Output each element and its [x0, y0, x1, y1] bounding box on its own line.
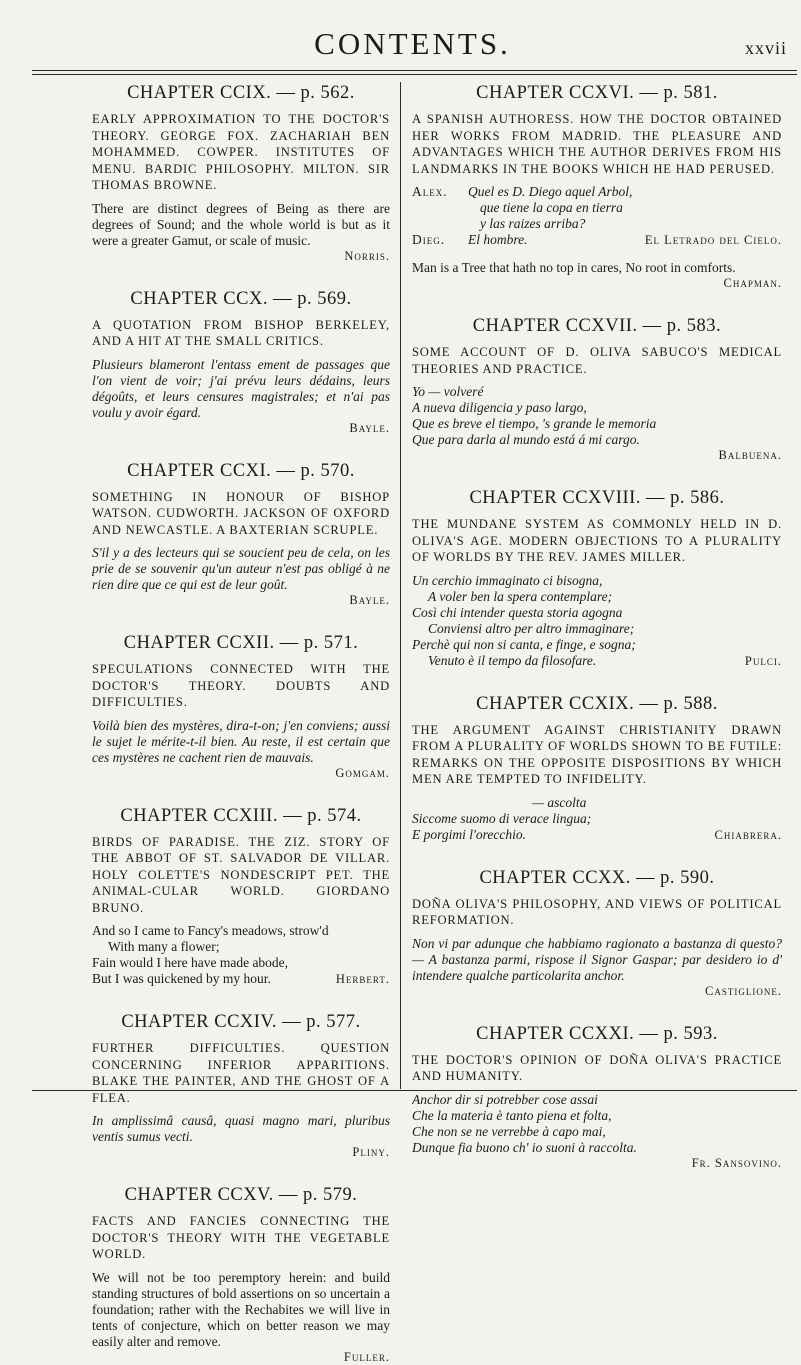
- chapter-epigraph: Non vi par adunque che habbiamo ragionato a bastanza di questo? — A bastanza parmi, rispose il Signor Gaspar; par desidero io d' intendere qualche particolarita anchor.: [412, 935, 782, 983]
- verse-line: Dunque fia buono ch' io suoni à raccolta.: [412, 1139, 637, 1155]
- epigraph-attribution: Pliny.: [352, 1145, 390, 1159]
- verse-line: But I was quickened by my hour.: [92, 971, 271, 986]
- chapter-summary: THE ARGUMENT AGAINST CHRISTIANITY DRAWN FROM A PLURALITY OF WORLDS SHOWN TO BE FUTILE: REMARKS ON THE OPPOSITE DISPOSITIONS BY WHICH MEN ARE TEMPTED TO INFIDELITY.: [412, 722, 782, 786]
- verse-line: A nueva diligencia y paso largo,: [412, 400, 587, 415]
- verse-line: A voler ben la spera contemplare;: [428, 588, 613, 604]
- chapter-heading: CHAPTER CCXI. — p. 570.: [127, 460, 355, 481]
- chapter-summary: THE MUNDANE SYSTEM AS COMMONLY HELD IN D. OLIVA'S AGE. MODERN OBJECTIONS TO A PLURALITY OF WORLDS BY THE REV. JAMES MILLER.: [412, 517, 782, 564]
- verse-line: Conviensi altro per altro immaginare;: [428, 620, 635, 636]
- verse-line: Perchè qui non si canta, e finge, e sogna;: [412, 636, 636, 652]
- epigraph-attribution: Fr. Sansovino.: [691, 1155, 782, 1170]
- chapter-heading: CHAPTER CCXIII. — p. 574.: [120, 805, 362, 826]
- chapter-epigraph: There are distinct degrees of Being as there are degrees of Sound; and the whole world is but as it were a greater Gamut, or scale of music.: [92, 200, 390, 248]
- epigraph-attribution: Chiabrera.: [714, 827, 782, 842]
- verse-line: Così chi intender questa storia agogna: [412, 604, 623, 620]
- chapter-ccxix: [412, 693, 782, 843]
- chapter-heading: CHAPTER CCXXI. — p. 593.: [476, 1023, 718, 1044]
- verse-line: Que para darla al mundo está á mi cargo.: [412, 432, 640, 447]
- verse-line: Fain would I here have made abode,: [92, 955, 289, 970]
- chapter-heading: CHAPTER CCXVII. — p. 583.: [472, 316, 722, 336]
- footer-rule: [32, 1090, 797, 1091]
- chapter-summary: A SPANISH AUTHORESS. HOW THE DOCTOR OBTAINED HER WORKS FROM MADRID. THE PLEASURE AND ADVANTAGES WHICH THE AUTHOR DERIVES FROM HIS LANDMARKS IN THE BOOKS WHICH HE HAD PERUSED.: [412, 112, 782, 176]
- right-column: [412, 82, 782, 1171]
- verse-line: Yo — volveré: [412, 384, 484, 399]
- verse-line: With many a flower;: [108, 939, 220, 954]
- chapter-ccxii: [92, 632, 390, 781]
- epigraph-attribution: Pulci.: [744, 653, 782, 668]
- verse-line: Que es breve el tiempo, 's grande le memoria: [412, 416, 657, 431]
- chapter-summary: THE DOCTOR'S OPINION OF DOÑA OLIVA'S PRACTICE AND HUMANITY.: [412, 1052, 782, 1083]
- epigraph-attribution: Chapman.: [723, 276, 782, 290]
- verse-line: And so I came to Fancy's meadows, strow'd: [92, 923, 329, 938]
- speaker-name: Dieg.: [412, 232, 446, 247]
- chapter-heading: CHAPTER CCXVIII. — p. 586.: [469, 488, 725, 508]
- chapter-summary: FACTS AND FANCIES CONNECTING THE DOCTOR'S THEORY WITH THE VEGETABLE WORLD.: [92, 1214, 390, 1261]
- left-column: [92, 82, 390, 1365]
- chapter-summary: FURTHER DIFFICULTIES. QUESTION CONCERNING INFERIOR APPARITIONS. BLAKE THE PAINTER, AND THE GHOST OF A FLEA.: [92, 1041, 390, 1105]
- speaker-name: Alex.: [412, 184, 448, 199]
- header-rule-inner: [32, 74, 797, 75]
- dialogue-line: Quel es D. Diego aquel Arbol,: [468, 184, 633, 199]
- chapter-heading: CHAPTER CCXVI. — p. 581.: [476, 83, 718, 103]
- verse-line: Venuto è il tempo da filosofare.: [428, 652, 597, 668]
- dialogue-line: El hombre.: [468, 232, 528, 247]
- chapter-summary: BIRDS OF PARADISE. THE ZIZ. STORY OF THE ABBOT OF ST. SALVADOR DE VILLAR. HOLY COLETTE'S NONDESCRIPT PET. THE ANIMAL-CULAR WORLD. GIORDANO BRUNO.: [92, 834, 390, 915]
- verse-line: Anchor dir si potrebber cose assai: [412, 1091, 598, 1107]
- chapter-ccix: [92, 82, 390, 264]
- column-divider: [400, 82, 401, 1089]
- header-rule: [32, 70, 797, 71]
- chapter-epigraph: We will not be too peremptory herein: and build standing structures of bold assertions on so uncertain a foundation; rather with the Rechabites we will live in tents of conjecture, which on better reason we may easily alter and remove.: [92, 1269, 390, 1349]
- chapter-ccxiv: [92, 1011, 390, 1160]
- chapter-heading: CHAPTER CCXIV. — p. 577.: [121, 1012, 361, 1032]
- epigraph-attribution: Gomgam.: [335, 765, 390, 780]
- chapter-epigraph: In amplissimâ causâ, quasi magno mari, pluribus ventis sumus vecti.: [92, 1113, 390, 1144]
- chapter-summary: SOME ACCOUNT OF D. OLIVA SABUCO'S MEDICAL THEORIES AND PRACTICE.: [412, 345, 782, 376]
- epigraph-attribution: Herbert.: [335, 972, 390, 986]
- epigraph-attribution: Fuller.: [343, 1349, 390, 1364]
- chapter-heading: CHAPTER CCIX. — p. 562.: [127, 83, 355, 103]
- verse-line: — ascolta: [532, 794, 587, 810]
- chapter-ccxiii: [92, 805, 390, 988]
- epigraph-attribution: Balbuena.: [718, 448, 782, 462]
- chapter-summary: SPECULATIONS CONNECTED WITH THE DOCTOR'S THEORY. DOUBTS AND DIFFICULTIES.: [92, 662, 390, 709]
- chapter-summary: SOMETHING IN HONOUR OF BISHOP WATSON. CUDWORTH. JACKSON OF OXFORD AND NEWCASTLE. A BAXTERIAN SCRUPLE.: [92, 489, 390, 537]
- page-header: [36, 26, 789, 66]
- chapter-ccxv: [92, 1184, 390, 1365]
- chapter-epigraph: Man is a Tree that hath no top in cares, No root in comforts.: [412, 260, 736, 275]
- chapter-ccx: [92, 288, 390, 436]
- chapter-heading: CHAPTER CCX. — p. 569.: [130, 288, 352, 309]
- epigraph-attribution: Bayle.: [349, 420, 390, 435]
- chapter-epigraph: Plusieurs blameront l'entass ement de passages que l'on vient de voir; j'ai prévu leurs dédains, leurs dégoûts, et leurs censures magistrales; et n'ai pas voulu y avoir égard.: [92, 356, 390, 420]
- epigraph-attribution: Norris.: [344, 248, 390, 263]
- epigraph-attribution: Castiglione.: [705, 983, 782, 998]
- chapter-heading: CHAPTER CCXX. — p. 590.: [479, 867, 715, 888]
- chapter-summary: A QUOTATION FROM BISHOP BERKELEY, AND A HIT AT THE SMALL CRITICS.: [92, 317, 390, 348]
- chapter-ccxi: [92, 460, 390, 609]
- verse-line: Un cerchio immaginato ci bisogna,: [412, 572, 603, 588]
- dialogue-line: y las raizes arriba?: [480, 216, 586, 231]
- verse-line: Che non se ne verrebbe à capo mai,: [412, 1123, 606, 1139]
- dialogue-attribution: El Letrado del Cielo.: [644, 233, 782, 247]
- chapter-heading: CHAPTER CCXIX. — p. 588.: [476, 693, 718, 714]
- chapter-summary: EARLY APPROXIMATION TO THE DOCTOR'S THEORY. GEORGE FOX. ZACHARIAH BEN MOHAMMED. COWPER. INSTITUTES OF MENU. BARDIC PHILOSOPHY. MILTON. SIR THOMAS BROWNE.: [92, 112, 390, 192]
- verse-line: E porgimi l'orecchio.: [412, 826, 526, 842]
- chapter-heading: CHAPTER CCXII. — p. 571.: [123, 633, 359, 653]
- chapter-ccxviii: [412, 487, 782, 669]
- page-number: xxvii: [744, 38, 787, 58]
- chapter-ccxvi: [412, 82, 782, 291]
- page-title: CONTENTS.: [314, 26, 511, 61]
- chapter-epigraph: S'il y a des lecteurs qui se soucient peu de cela, on les prie de se souvenir qu'un auteur n'est pas obligé à ne rien dire que ce qui est de leur goût.: [92, 545, 390, 592]
- verse-line: Che la materia è tanto piena et folta,: [412, 1107, 612, 1123]
- chapter-heading: CHAPTER CCXV. — p. 579.: [124, 1185, 358, 1205]
- chapter-ccxxi: [412, 1023, 782, 1171]
- verse-line: Siccome suomo di verace lingua;: [412, 810, 592, 826]
- chapter-ccxvii: [412, 315, 782, 463]
- chapter-ccxx: [412, 867, 782, 999]
- chapter-summary: DOÑA OLIVA'S PHILOSOPHY, AND VIEWS OF POLITICAL REFORMATION.: [412, 896, 782, 927]
- epigraph-attribution: Bayle.: [349, 593, 390, 607]
- dialogue-line: que tiene la copa en tierra: [480, 200, 623, 215]
- chapter-epigraph: Voilà bien des mystères, dira-t-on; j'en conviens; aussi le sujet le mérite-t-il bien. Au reste, il est certain que ces mystères ne cachent rien de mauvais.: [92, 717, 390, 765]
